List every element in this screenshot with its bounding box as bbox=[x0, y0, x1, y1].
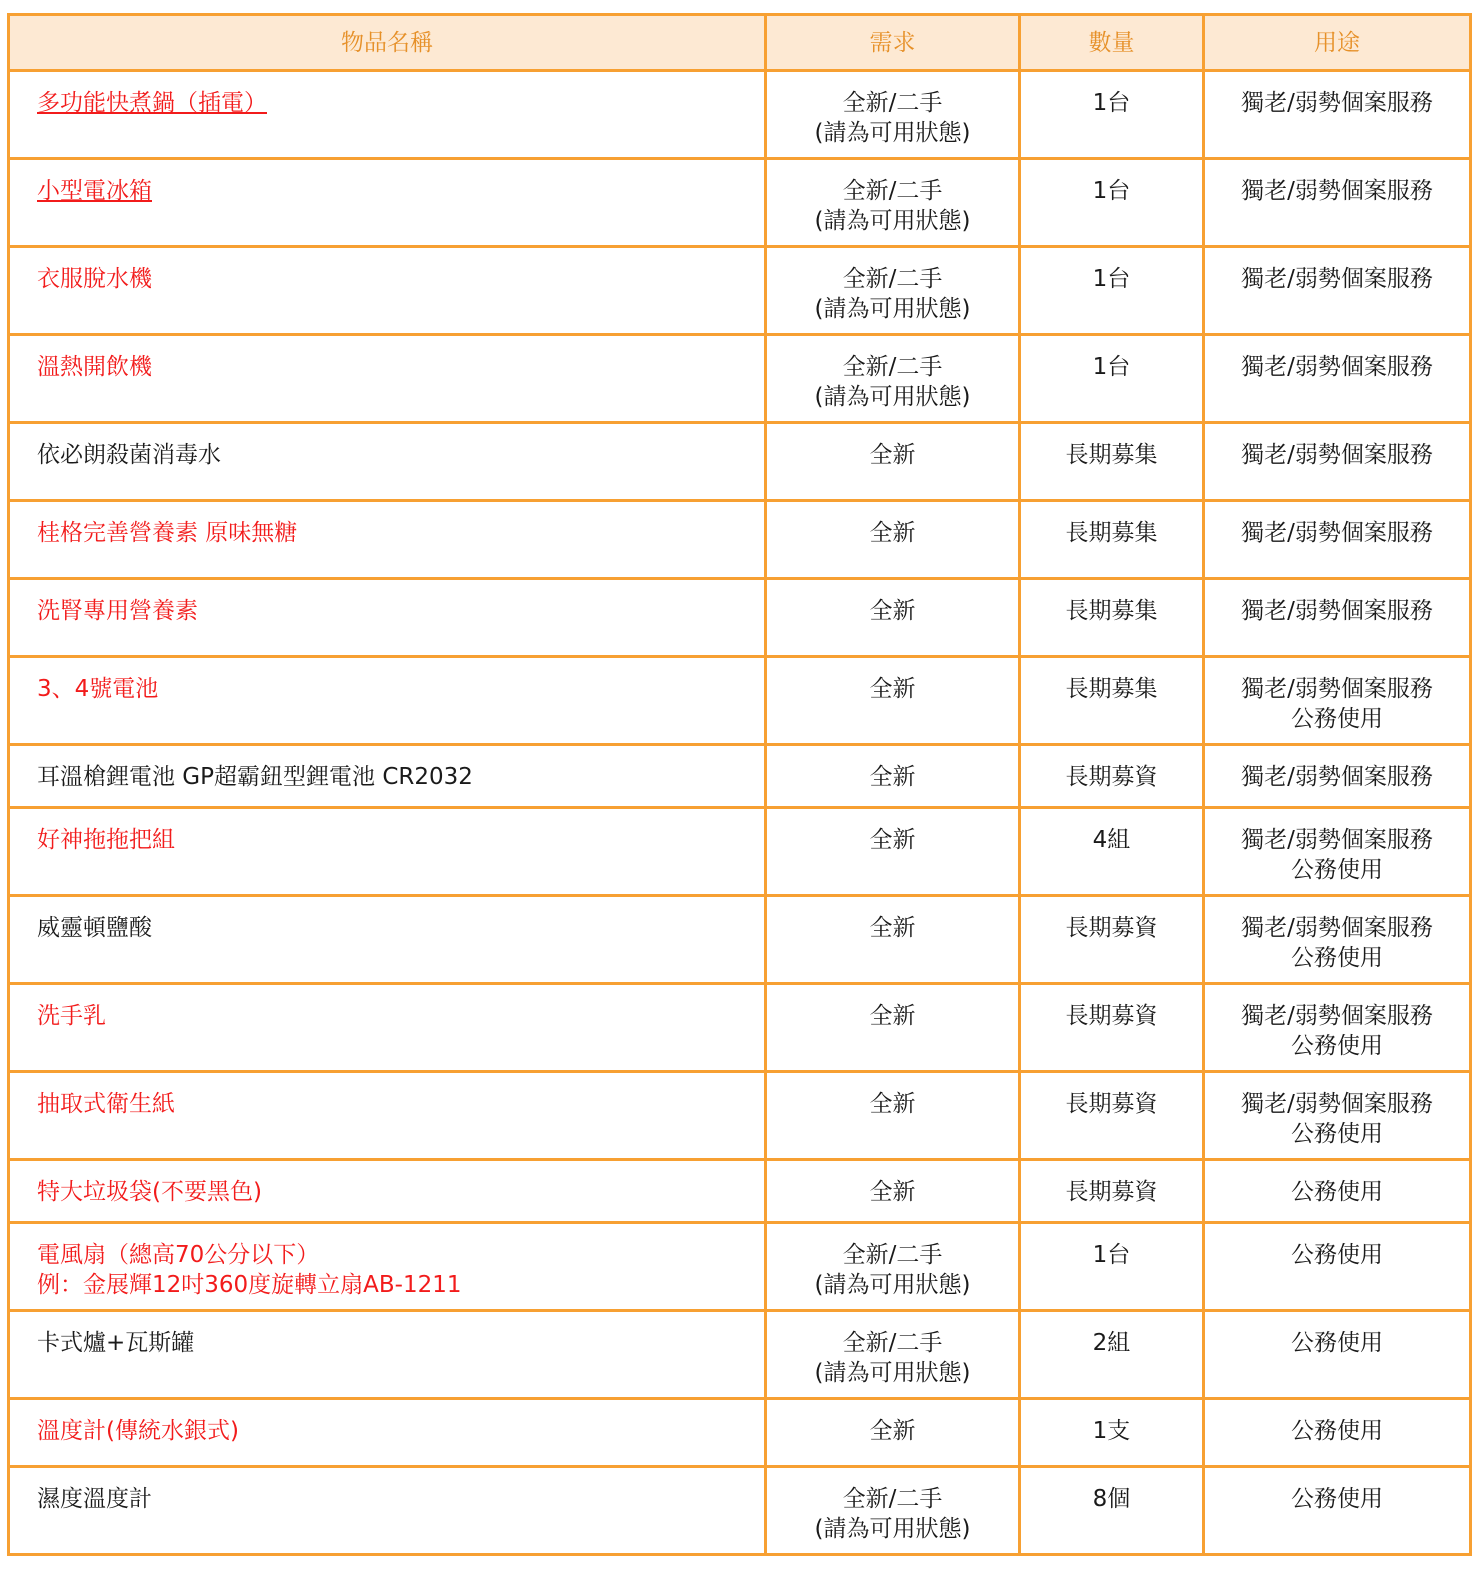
cell-line: 特大垃圾袋(不要黑色) bbox=[37, 1179, 262, 1205]
cell-line: 耳溫槍鋰電池 GP超霸鈕型鋰電池 CR2032 bbox=[37, 764, 473, 790]
need-cell bbox=[766, 71, 1020, 159]
table-row bbox=[9, 1160, 1471, 1223]
cell-line: 卡式爐+瓦斯罐 bbox=[37, 1330, 195, 1356]
cell-line: 公務使用 bbox=[1291, 857, 1383, 883]
cell-line: 例：金展輝12吋360度旋轉立扇AB-1211 bbox=[37, 1272, 462, 1298]
need-cell bbox=[766, 1072, 1020, 1160]
header-row bbox=[9, 15, 1471, 71]
item-name-cell bbox=[9, 1223, 766, 1311]
quantity-cell: 長期募集 bbox=[1020, 501, 1204, 579]
cell-line: 全新 bbox=[869, 598, 916, 624]
quantity-cell: 1台 bbox=[1020, 1223, 1204, 1311]
cell-line: 洗手乳 bbox=[37, 1003, 106, 1029]
cell-line: 公務使用 bbox=[1291, 1242, 1383, 1268]
cell-line: 全新 bbox=[869, 1179, 916, 1205]
item-name-cell bbox=[9, 745, 766, 808]
cell-line: (請為可用狀態) bbox=[814, 208, 971, 234]
table-row bbox=[9, 423, 1471, 501]
item-name-cell bbox=[9, 984, 766, 1072]
usage-cell bbox=[1204, 896, 1471, 984]
quantity-cell: 1台 bbox=[1020, 159, 1204, 247]
need-cell bbox=[766, 579, 1020, 657]
quantity-cell: 長期募集 bbox=[1020, 657, 1204, 745]
item-name-cell bbox=[9, 1399, 766, 1467]
item-name-cell bbox=[9, 657, 766, 745]
quantity-cell: 長期募資 bbox=[1020, 745, 1204, 808]
need-cell bbox=[766, 984, 1020, 1072]
cell-line: 抽取式衛生紙 bbox=[37, 1091, 175, 1117]
cell-line: 洗腎專用營養素 bbox=[37, 598, 198, 624]
usage-cell bbox=[1204, 1467, 1471, 1555]
donation-items-table bbox=[7, 13, 1472, 1556]
cell-line: 全新/二手 bbox=[842, 354, 943, 380]
cell-line: 全新 bbox=[869, 442, 916, 468]
usage-cell bbox=[1204, 1311, 1471, 1399]
cell-line: 濕度溫度計 bbox=[37, 1486, 152, 1512]
cell-line: 桂格完善營養素 原味無糖 bbox=[37, 520, 298, 546]
need-cell bbox=[766, 1399, 1020, 1467]
cell-line: (請為可用狀態) bbox=[814, 1272, 971, 1298]
table-row bbox=[9, 808, 1471, 896]
cell-line: 公務使用 bbox=[1291, 706, 1383, 732]
cell-line: (請為可用狀態) bbox=[814, 1360, 971, 1386]
table-row bbox=[9, 1399, 1471, 1467]
quantity-cell: 長期募資 bbox=[1020, 896, 1204, 984]
usage-cell bbox=[1204, 501, 1471, 579]
table-row bbox=[9, 335, 1471, 423]
usage-cell bbox=[1204, 808, 1471, 896]
cell-line: 公務使用 bbox=[1291, 1418, 1383, 1444]
table-row bbox=[9, 745, 1471, 808]
cell-line: 獨老/弱勢個案服務 bbox=[1241, 178, 1433, 204]
need-cell bbox=[766, 1223, 1020, 1311]
quantity-cell: 長期募集 bbox=[1020, 579, 1204, 657]
cell-line: 獨老/弱勢個案服務 bbox=[1241, 598, 1433, 624]
cell-line: 小型電冰箱 bbox=[37, 178, 152, 204]
quantity-cell: 長期募資 bbox=[1020, 1160, 1204, 1223]
table-row bbox=[9, 984, 1471, 1072]
need-cell bbox=[766, 808, 1020, 896]
need-cell bbox=[766, 657, 1020, 745]
cell-line: 公務使用 bbox=[1291, 1330, 1383, 1356]
table-row bbox=[9, 247, 1471, 335]
cell-line: 全新/二手 bbox=[842, 1242, 943, 1268]
cell-line: 溫度計(傳統水銀式) bbox=[37, 1418, 239, 1444]
usage-cell bbox=[1204, 423, 1471, 501]
cell-line: 3、4號電池 bbox=[37, 676, 159, 702]
cell-line: 公務使用 bbox=[1291, 1486, 1383, 1512]
item-name-cell bbox=[9, 423, 766, 501]
cell-line: 公務使用 bbox=[1291, 1033, 1383, 1059]
cell-line: 獨老/弱勢個案服務 bbox=[1241, 1003, 1433, 1029]
quantity-cell: 1支 bbox=[1020, 1399, 1204, 1467]
item-name-cell bbox=[9, 1072, 766, 1160]
header-usage: 用途 bbox=[1204, 15, 1471, 71]
usage-cell bbox=[1204, 1223, 1471, 1311]
cell-line: (請為可用狀態) bbox=[814, 384, 971, 410]
cell-line: 全新 bbox=[869, 520, 916, 546]
item-name-cell bbox=[9, 896, 766, 984]
table-row bbox=[9, 1467, 1471, 1555]
item-name-cell bbox=[9, 335, 766, 423]
cell-line: (請為可用狀態) bbox=[814, 120, 971, 146]
usage-cell bbox=[1204, 984, 1471, 1072]
cell-line: 公務使用 bbox=[1291, 1179, 1383, 1205]
table-row bbox=[9, 579, 1471, 657]
need-cell bbox=[766, 159, 1020, 247]
need-cell bbox=[766, 1467, 1020, 1555]
table-row bbox=[9, 501, 1471, 579]
table-row bbox=[9, 71, 1471, 159]
cell-line: 全新 bbox=[869, 676, 916, 702]
cell-line: 獨老/弱勢個案服務 bbox=[1241, 915, 1433, 941]
cell-line: 全新 bbox=[869, 1003, 916, 1029]
usage-cell bbox=[1204, 159, 1471, 247]
cell-line: 全新/二手 bbox=[842, 1486, 943, 1512]
cell-line: 全新/二手 bbox=[842, 178, 943, 204]
usage-cell bbox=[1204, 247, 1471, 335]
usage-cell bbox=[1204, 71, 1471, 159]
need-cell bbox=[766, 335, 1020, 423]
item-name-cell bbox=[9, 579, 766, 657]
header-quantity: 數量 bbox=[1020, 15, 1204, 71]
item-name-cell bbox=[9, 71, 766, 159]
quantity-cell: 1台 bbox=[1020, 247, 1204, 335]
quantity-cell: 4組 bbox=[1020, 808, 1204, 896]
quantity-cell: 2組 bbox=[1020, 1311, 1204, 1399]
cell-line: 全新 bbox=[869, 764, 916, 790]
cell-line: (請為可用狀態) bbox=[814, 1516, 971, 1542]
table-row bbox=[9, 1223, 1471, 1311]
item-name-cell bbox=[9, 1160, 766, 1223]
cell-line: 全新 bbox=[869, 1091, 916, 1117]
quantity-cell: 長期募集 bbox=[1020, 423, 1204, 501]
cell-line: 獨老/弱勢個案服務 bbox=[1241, 676, 1433, 702]
cell-line: 全新 bbox=[869, 915, 916, 941]
cell-line: 獨老/弱勢個案服務 bbox=[1241, 827, 1433, 853]
usage-cell bbox=[1204, 1399, 1471, 1467]
cell-line: 獨老/弱勢個案服務 bbox=[1241, 354, 1433, 380]
need-cell bbox=[766, 745, 1020, 808]
item-name-cell bbox=[9, 1311, 766, 1399]
item-name-cell bbox=[9, 159, 766, 247]
cell-line: 公務使用 bbox=[1291, 945, 1383, 971]
usage-cell bbox=[1204, 657, 1471, 745]
item-name-cell bbox=[9, 808, 766, 896]
need-cell bbox=[766, 896, 1020, 984]
usage-cell bbox=[1204, 335, 1471, 423]
cell-line: 電風扇（總高70公分以下） bbox=[37, 1242, 320, 1268]
cell-line: 多功能快煮鍋（插電） bbox=[37, 90, 267, 116]
item-name-cell bbox=[9, 501, 766, 579]
cell-line: 溫熱開飲機 bbox=[37, 354, 152, 380]
quantity-cell: 1台 bbox=[1020, 71, 1204, 159]
cell-line: 全新/二手 bbox=[842, 266, 943, 292]
cell-line: 全新/二手 bbox=[842, 1330, 943, 1356]
need-cell bbox=[766, 247, 1020, 335]
cell-line: 公務使用 bbox=[1291, 1121, 1383, 1147]
usage-cell bbox=[1204, 1072, 1471, 1160]
cell-line: 全新/二手 bbox=[842, 90, 943, 116]
need-cell bbox=[766, 1160, 1020, 1223]
table-row bbox=[9, 896, 1471, 984]
usage-cell bbox=[1204, 1160, 1471, 1223]
cell-line: 全新 bbox=[869, 1418, 916, 1444]
header-item-name: 物品名稱 bbox=[9, 15, 766, 71]
cell-line: 獨老/弱勢個案服務 bbox=[1241, 442, 1433, 468]
need-cell bbox=[766, 501, 1020, 579]
table-row bbox=[9, 1311, 1471, 1399]
cell-line: 好神拖拖把組 bbox=[37, 827, 175, 853]
item-name-cell bbox=[9, 1467, 766, 1555]
cell-line: 獨老/弱勢個案服務 bbox=[1241, 764, 1433, 790]
need-cell bbox=[766, 1311, 1020, 1399]
usage-cell bbox=[1204, 745, 1471, 808]
table-row bbox=[9, 159, 1471, 247]
cell-line: 獨老/弱勢個案服務 bbox=[1241, 1091, 1433, 1117]
quantity-cell: 長期募資 bbox=[1020, 1072, 1204, 1160]
table-row bbox=[9, 657, 1471, 745]
cell-line: 獨老/弱勢個案服務 bbox=[1241, 266, 1433, 292]
cell-line: 全新 bbox=[869, 827, 916, 853]
table-row bbox=[9, 1072, 1471, 1160]
cell-line: 衣服脫水機 bbox=[37, 266, 152, 292]
cell-line: (請為可用狀態) bbox=[814, 296, 971, 322]
need-cell bbox=[766, 423, 1020, 501]
quantity-cell: 1台 bbox=[1020, 335, 1204, 423]
item-name-cell bbox=[9, 247, 766, 335]
usage-cell bbox=[1204, 579, 1471, 657]
quantity-cell: 長期募資 bbox=[1020, 984, 1204, 1072]
cell-line: 獨老/弱勢個案服務 bbox=[1241, 90, 1433, 116]
cell-line: 獨老/弱勢個案服務 bbox=[1241, 520, 1433, 546]
cell-line: 依必朗殺菌消毒水 bbox=[37, 442, 221, 468]
quantity-cell: 8個 bbox=[1020, 1467, 1204, 1555]
cell-line: 威靈頓鹽酸 bbox=[37, 915, 152, 941]
header-need: 需求 bbox=[766, 15, 1020, 71]
